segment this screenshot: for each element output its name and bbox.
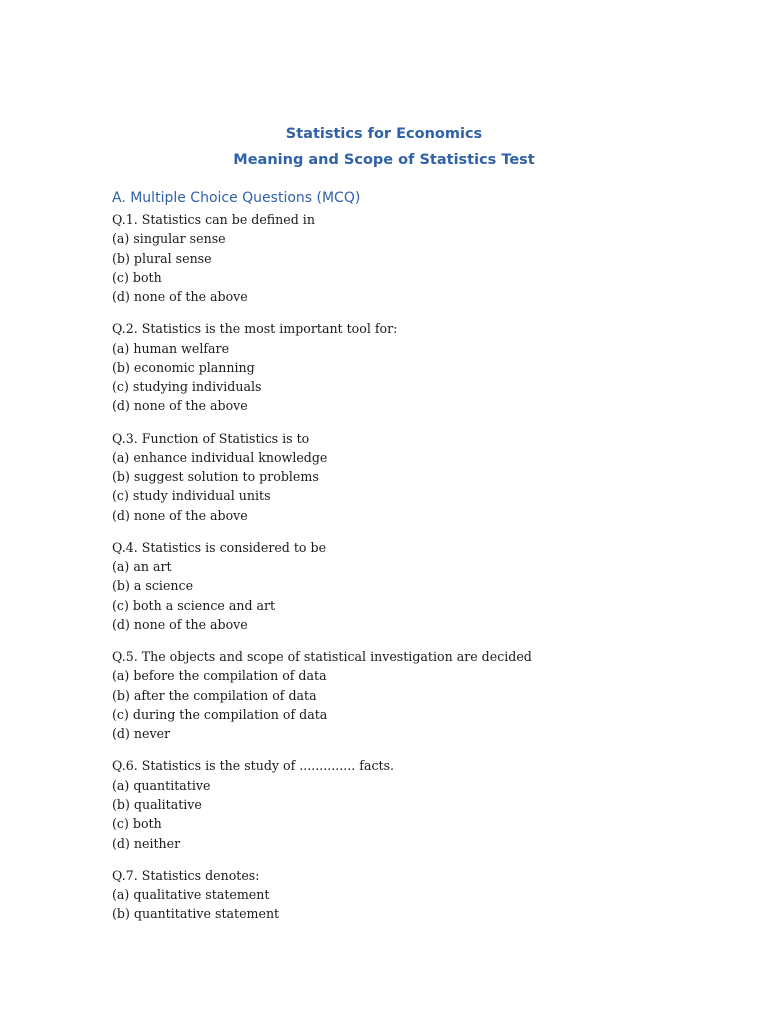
answer-option: (c) both: [112, 269, 162, 285]
answer-option: (c) studying individuals: [112, 379, 262, 395]
answer-option: (a) enhance individual knowledge: [112, 449, 328, 465]
question-text: Q.5. The objects and scope of statistical investigation are decided: [112, 649, 532, 665]
question-spacer: [112, 853, 672, 866]
question-block: [112, 319, 672, 415]
question-spacer: [112, 525, 672, 538]
section-heading: A. Multiple Choice Questions (MCQ): [112, 190, 361, 206]
answer-option: (b) qualitative: [112, 797, 202, 812]
question-text: Q.7. Statistics denotes:: [112, 867, 260, 883]
answer-option: (d) none of the above: [112, 507, 248, 523]
answer-option: (a) before the compilation of data: [112, 668, 327, 684]
answer-option: (b) suggest solution to problems: [112, 469, 319, 485]
answer-option: (a) quantitative: [112, 777, 211, 793]
question-block: [112, 756, 672, 852]
answer-option: (b) after the compilation of data: [112, 687, 317, 703]
answer-option: (b) economic planning: [112, 359, 255, 375]
answer-option: (d) none of the above: [112, 617, 248, 633]
answer-option: (c) both a science and art: [112, 597, 276, 613]
answer-option: (c) study individual units: [112, 488, 271, 504]
question-block: [112, 210, 672, 306]
question-spacer: [112, 306, 672, 319]
answer-option: (a) an art: [112, 559, 172, 575]
answer-option: (b) quantitative statement: [112, 906, 280, 922]
question-spacer: [112, 744, 672, 757]
question-text: Q.6. Statistics is the study of .............. facts.: [112, 758, 395, 774]
question-text: Q.3. Function of Statistics is to: [112, 430, 310, 446]
question-spacer: [112, 416, 672, 429]
answer-option: (d) none of the above: [112, 289, 248, 305]
answer-option: (b) plural sense: [112, 250, 212, 266]
answer-option: (c) both: [112, 816, 162, 832]
question-block: [112, 429, 672, 525]
answer-option: (a) singular sense: [112, 231, 226, 247]
answer-option: (d) neither: [112, 835, 181, 851]
question-list: [112, 210, 672, 924]
document-subtitle: Meaning and Scope of Statistics Test: [233, 152, 535, 168]
question-text: Q.4. Statistics is considered to be: [112, 539, 327, 555]
document-title: Statistics for Economics: [285, 126, 483, 142]
question-text: Q.2. Statistics is the most important tool for:: [112, 321, 398, 337]
answer-option: (d) none of the above: [112, 398, 248, 414]
question-block: [112, 647, 672, 743]
question-block: [112, 866, 672, 924]
answer-option: (c) during the compilation of data: [112, 707, 328, 723]
answer-option: (a) human welfare: [112, 340, 230, 356]
question-text: Q.1. Statistics can be defined in: [112, 212, 315, 227]
answer-option: (a) qualitative statement: [112, 886, 270, 902]
answer-option: (b) a science: [112, 578, 194, 594]
question-block: [112, 538, 672, 634]
answer-option: (d) never: [112, 726, 171, 742]
question-spacer: [112, 634, 672, 647]
